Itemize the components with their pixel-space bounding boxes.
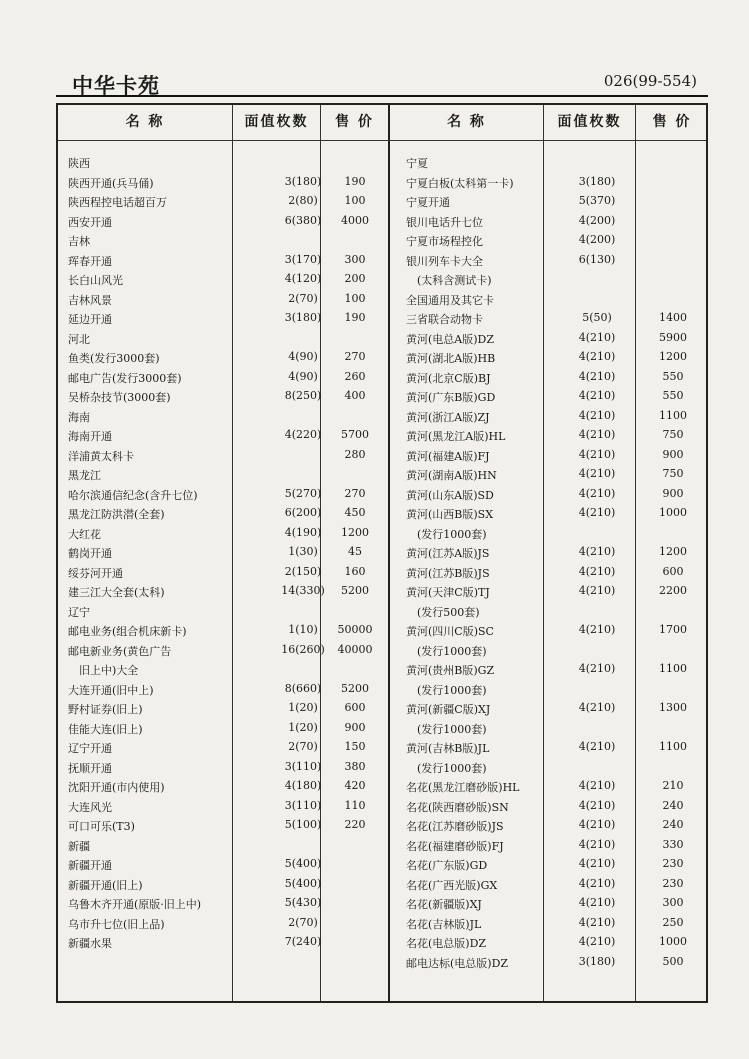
left-item-price: 1200	[341, 525, 369, 539]
table-row	[58, 893, 706, 913]
left-item-price: 900	[344, 720, 366, 734]
table-row	[58, 718, 706, 738]
table-row	[58, 289, 706, 309]
right-item-price: 750	[662, 467, 684, 480]
right-item-qty: 4(210)	[578, 915, 616, 929]
left-item-name: 乌鲁木齐开通(原版·旧上中)	[68, 898, 202, 911]
right-item-name: 黄河(贵州B版)GZ	[406, 664, 495, 677]
left-item-name: 新疆开通	[68, 859, 112, 872]
left-item-name: 大红花	[68, 527, 101, 541]
right-item-price: 300	[662, 896, 684, 909]
right-item-qty: 3(180)	[578, 174, 616, 188]
left-item-name: 大连开通(旧中上)	[68, 683, 154, 697]
right-item-qty: 4(210)	[578, 330, 616, 344]
left-item-name: 吴桥杂技节(3000套)	[68, 391, 171, 404]
left-item-name: 可口可乐(T3)	[68, 820, 135, 833]
left-item-qty: 3(110)	[284, 759, 322, 773]
right-item-name: 黄河(天津C版)TJ	[406, 586, 490, 599]
right-item-price: 900	[662, 447, 684, 461]
right-item-qty: 4(210)	[578, 896, 616, 909]
right-item-qty: 4(210)	[578, 486, 616, 500]
table-row	[58, 406, 706, 426]
right-item-price: 1200	[659, 350, 687, 363]
left-item-name: 建三江大全套(太科)	[68, 586, 165, 599]
left-item-price: 190	[344, 174, 366, 188]
right-item-price: 240	[662, 798, 684, 812]
right-item-qty: 4(210)	[578, 701, 616, 714]
right-item-name: (发行1000套)	[406, 761, 487, 775]
left-item-price: 280	[344, 447, 366, 461]
left-item-price: 50000	[337, 623, 373, 636]
right-item-name: 黄河(江苏A版)JS	[406, 547, 490, 560]
left-item-name: 佳能大连(旧上)	[68, 722, 143, 736]
right-item-name: 黄河(江苏B版)JS	[406, 566, 490, 580]
table-row	[58, 659, 706, 679]
right-item-name: 名花(广西光版)GX	[406, 878, 498, 892]
table-row	[58, 640, 706, 660]
right-item-name: 黄河(湖南A版)HN	[406, 469, 497, 482]
right-item-name: 宁夏开通	[406, 196, 450, 209]
right-item-name: 黄河(吉林B版)JL	[406, 742, 490, 755]
right-item-qty: 4(210)	[578, 779, 616, 792]
left-price-header: 售 价	[335, 114, 374, 130]
table-row	[58, 523, 706, 543]
left-item-name: 抚顺开通	[68, 761, 112, 775]
right-item-qty: 4(210)	[578, 584, 616, 597]
right-item-price: 250	[662, 915, 684, 929]
left-item-price: 110	[344, 798, 366, 812]
right-item-qty: 4(210)	[578, 545, 616, 558]
table-row	[58, 172, 706, 192]
right-item-name: 黄河(山西B版)SX	[406, 508, 494, 521]
left-item-price: 220	[344, 818, 366, 831]
table-row	[58, 854, 706, 874]
left-item-qty: 2(70)	[288, 915, 318, 929]
left-item-name: 陕西	[68, 157, 90, 170]
table-rows	[58, 152, 706, 971]
left-item-name: 洋浦黄太科卡	[68, 449, 134, 463]
table-row	[58, 620, 706, 640]
page-title: 中华卡苑	[72, 74, 160, 98]
left-item-price: 420	[344, 779, 366, 792]
left-item-qty: 5(400)	[284, 876, 322, 890]
table-row	[58, 874, 706, 894]
left-item-price: 270	[344, 350, 366, 363]
right-item-qty: 4(210)	[578, 818, 616, 831]
right-item-price: 550	[662, 389, 684, 402]
left-item-name: 沈阳开通(市内使用)	[68, 781, 165, 794]
table-row	[58, 152, 706, 172]
right-item-qty: 4(210)	[578, 857, 616, 870]
table-row	[58, 425, 706, 445]
right-item-name: 宁夏	[406, 157, 428, 170]
table-row	[58, 542, 706, 562]
left-item-name: 邮电广告(发行3000套)	[68, 371, 182, 385]
right-item-qty: 6(130)	[578, 252, 616, 266]
left-item-price: 450	[344, 506, 366, 519]
right-item-qty: 4(210)	[578, 798, 616, 812]
right-item-name: (发行1000套)	[406, 722, 487, 736]
left-item-name: 河北	[68, 332, 90, 346]
right-item-qty: 4(210)	[578, 740, 616, 753]
right-item-name: 宁夏市场程控化	[406, 235, 483, 248]
table-row	[58, 932, 706, 952]
table-row	[58, 796, 706, 816]
left-item-price: 5700	[341, 428, 369, 441]
left-item-qty: 3(110)	[284, 798, 322, 812]
right-item-name: 银川列车卡大全	[406, 254, 483, 268]
right-item-qty: 4(210)	[578, 506, 616, 519]
left-item-name: 西安开通	[68, 215, 112, 229]
left-item-qty: 6(200)	[284, 506, 322, 519]
left-item-qty: 4(180)	[284, 779, 322, 792]
right-item-name: (发行1000套)	[406, 527, 487, 541]
right-item-price: 1100	[659, 740, 687, 753]
right-item-name: 黄河(浙江A版)ZJ	[406, 410, 490, 424]
left-item-qty: 5(100)	[284, 818, 322, 831]
right-item-price: 1300	[659, 701, 687, 714]
table-row	[58, 562, 706, 582]
left-item-price: 260	[344, 369, 366, 383]
left-item-name: 长白山风光	[68, 274, 123, 287]
table-row	[58, 581, 706, 601]
left-item-price: 190	[344, 311, 366, 324]
right-item-qty: 4(210)	[578, 350, 616, 363]
left-item-name: 鹤岗开通	[68, 547, 112, 560]
left-item-name: 黑龙江防洪潜(全套)	[68, 508, 165, 521]
right-item-name: 黄河(电总A版)DZ	[406, 332, 494, 346]
left-item-qty: 6(380)	[284, 213, 322, 227]
table-row	[58, 952, 706, 972]
right-item-name: 黄河(新疆C版)XJ	[406, 703, 491, 716]
header-underline	[58, 140, 706, 141]
left-qty-header: 面值枚数	[244, 114, 309, 130]
table-row	[58, 464, 706, 484]
right-item-name: 名花(陕西磨砂版)SN	[406, 800, 509, 814]
right-item-price: 900	[662, 486, 684, 500]
price-table	[56, 103, 708, 1003]
right-item-name: 名花(电总版)DZ	[406, 937, 487, 950]
right-item-price: 230	[662, 857, 684, 870]
right-item-qty: 4(210)	[578, 935, 616, 948]
right-item-qty: 4(210)	[578, 662, 616, 675]
left-item-name: 吉林风景	[68, 293, 112, 307]
left-item-qty: 4(190)	[284, 525, 322, 539]
left-name-header: 名 称	[125, 114, 165, 130]
left-item-qty: 5(400)	[284, 857, 322, 870]
left-item-name: 邮电业务(组合机床新卡)	[68, 625, 187, 638]
left-item-qty: 2(70)	[288, 291, 318, 305]
right-item-qty: 5(50)	[582, 311, 612, 324]
table-row	[58, 679, 706, 699]
right-item-price: 1700	[659, 623, 687, 636]
right-item-name: 名花(吉林版)JL	[406, 917, 482, 931]
left-item-name: 陕西开通(兵马俑)	[68, 176, 154, 190]
left-item-price: 40000	[337, 642, 373, 656]
right-item-name: 名花(新疆版)XJ	[406, 898, 482, 911]
left-item-name: 延边开通	[68, 313, 112, 326]
right-item-qty: 4(210)	[578, 564, 616, 578]
right-item-qty: 4(210)	[578, 447, 616, 461]
right-item-price: 550	[662, 369, 684, 383]
left-item-price: 100	[344, 291, 366, 305]
right-item-price: 1100	[659, 662, 687, 675]
right-item-qty: 4(210)	[578, 876, 616, 890]
right-name-header: 名 称	[447, 114, 486, 130]
left-item-name: 旧上中)大全	[68, 664, 139, 677]
left-item-qty: 3(170)	[284, 252, 322, 266]
left-item-qty: 4(220)	[284, 428, 322, 441]
left-item-name: 吉林	[68, 235, 90, 248]
left-item-qty: 4(120)	[284, 272, 322, 285]
left-item-qty: 2(70)	[288, 740, 318, 753]
table-row	[58, 601, 706, 621]
left-item-price: 200	[344, 272, 366, 285]
right-item-qty: 4(210)	[578, 369, 616, 383]
right-item-price: 240	[662, 818, 684, 831]
right-item-price: 210	[662, 779, 684, 792]
right-item-name: 名花(福建磨砂版)FJ	[406, 839, 504, 853]
table-row	[58, 230, 706, 250]
left-item-name: 黑龙江	[68, 469, 101, 482]
right-item-qty: 4(210)	[578, 467, 616, 480]
left-item-qty: 4(90)	[288, 350, 318, 363]
right-item-name: 黄河(广东B版)GD	[406, 391, 496, 404]
left-item-name: 新疆	[68, 839, 90, 853]
left-item-qty: 2(80)	[288, 194, 318, 207]
table-row	[58, 757, 706, 777]
right-item-name: 全国通用及其它卡	[406, 293, 494, 307]
left-item-name: 乌市升七位(旧上品)	[68, 917, 165, 931]
left-item-name: 珲春开通	[68, 254, 112, 268]
right-item-price: 5900	[659, 330, 687, 344]
left-item-name: 陕西程控电话超百万	[68, 196, 167, 209]
left-item-price: 300	[344, 252, 366, 266]
left-item-price: 270	[344, 486, 366, 500]
table-row	[58, 835, 706, 855]
left-item-qty: 8(660)	[284, 681, 322, 695]
left-item-price: 400	[344, 389, 366, 402]
table-row	[58, 347, 706, 367]
left-item-qty: 3(180)	[284, 311, 322, 324]
right-price-header: 售 价	[652, 114, 692, 130]
table-row	[58, 328, 706, 348]
left-item-qty: 3(180)	[284, 174, 322, 188]
right-item-qty: 3(180)	[578, 954, 616, 968]
left-item-name: 辽宁	[68, 605, 90, 619]
left-item-qty: 5(430)	[284, 896, 322, 909]
right-item-name: 邮电达标(电总版)DZ	[406, 956, 509, 970]
left-item-price: 4000	[341, 213, 369, 227]
right-item-price: 1000	[659, 935, 687, 948]
right-item-price: 750	[662, 428, 684, 441]
left-item-qty: 1(20)	[288, 701, 318, 714]
right-item-name: 黄河(福建A版)FJ	[406, 449, 490, 463]
left-item-price: 5200	[341, 681, 369, 695]
left-item-name: 邮电新业务(黄色广告	[68, 644, 172, 658]
right-item-qty: 4(210)	[578, 837, 616, 851]
right-item-name: (发行1000套)	[406, 644, 487, 658]
table-row	[58, 503, 706, 523]
left-item-name: 海南	[68, 410, 90, 424]
right-item-qty: 4(200)	[578, 233, 616, 246]
header-rule	[56, 95, 708, 97]
right-item-name: 名花(江苏磨砂版)JS	[406, 820, 504, 833]
left-item-price: 45	[348, 545, 362, 558]
right-item-price: 230	[662, 876, 684, 890]
right-item-name: 宁夏白板(太科第一卡)	[406, 176, 514, 190]
table-row	[58, 269, 706, 289]
table-row	[58, 191, 706, 211]
table-row	[58, 250, 706, 270]
table-row	[58, 367, 706, 387]
table-row	[58, 737, 706, 757]
right-item-name: 黄河(北京C版)BJ	[406, 371, 491, 385]
left-item-qty: 7(240)	[284, 935, 322, 948]
table-row	[58, 913, 706, 933]
right-item-price: 2200	[659, 584, 687, 597]
left-item-price: 5200	[341, 584, 369, 597]
right-item-price: 1200	[659, 545, 687, 558]
right-item-qty: 4(210)	[578, 623, 616, 636]
left-item-name: 大连风光	[68, 800, 112, 814]
table-row	[58, 445, 706, 465]
right-item-name: 黄河(山东A版)SD	[406, 488, 494, 502]
right-item-name: 黄河(湖北A版)HB	[406, 352, 496, 365]
right-item-price: 1000	[659, 506, 687, 519]
table-row	[58, 698, 706, 718]
left-item-price: 160	[344, 564, 366, 578]
right-item-name: 黄河(四川C版)SC	[406, 625, 494, 638]
left-item-qty: 14(330)	[281, 584, 325, 597]
left-item-name: 鱼类(发行3000套)	[68, 352, 160, 365]
table-row	[58, 308, 706, 328]
right-item-name: 三省联合动物卡	[406, 313, 483, 326]
right-item-name: 黄河(黑龙江A版)HL	[406, 430, 506, 443]
table-row	[58, 815, 706, 835]
left-item-price: 150	[344, 740, 366, 753]
right-item-name: 名花(黑龙江磨砂版)HL	[406, 781, 520, 794]
left-item-qty: 4(90)	[288, 369, 318, 383]
left-item-name: 辽宁开通	[68, 742, 112, 755]
left-item-name: 绥芬河开通	[68, 566, 123, 580]
right-item-price: 1100	[659, 408, 687, 422]
right-item-price: 330	[662, 837, 684, 851]
left-item-qty: 16(260)	[281, 642, 325, 656]
left-item-name: 新疆水果	[68, 937, 112, 950]
left-item-name: 新疆开通(旧上)	[68, 878, 143, 892]
right-item-qty: 4(210)	[578, 408, 616, 422]
left-item-name: 海南开通	[68, 430, 112, 443]
right-item-name: (发行1000套)	[406, 683, 487, 697]
right-item-qty: 4(200)	[578, 213, 616, 227]
right-item-price: 600	[662, 564, 684, 578]
left-item-qty: 2(150)	[284, 564, 322, 578]
page-code: 026(99-554)	[603, 72, 697, 90]
left-item-qty: 8(250)	[284, 389, 322, 402]
right-item-price: 500	[662, 954, 684, 968]
left-item-qty: 1(20)	[288, 720, 318, 734]
left-item-price: 380	[344, 759, 366, 773]
left-item-qty: 1(10)	[288, 623, 318, 636]
left-item-qty: 5(270)	[284, 486, 322, 500]
table-row	[58, 211, 706, 231]
left-item-name: 哈尔滨通信纪念(含升七位)	[68, 488, 198, 502]
right-item-name: (太科含测试卡)	[406, 274, 492, 287]
left-item-price: 600	[344, 701, 366, 714]
right-qty-header: 面值枚数	[557, 114, 622, 130]
table-row	[58, 776, 706, 796]
right-item-name: 银川电话升七位	[406, 215, 483, 229]
left-item-qty: 1(30)	[288, 545, 318, 558]
left-item-price: 100	[344, 194, 366, 207]
table-row	[58, 386, 706, 406]
left-item-name: 野村证券(旧上)	[68, 703, 143, 716]
table-row	[58, 484, 706, 504]
right-item-price: 1400	[659, 311, 687, 324]
right-item-name: (发行500套)	[406, 605, 480, 619]
right-item-qty: 5(370)	[578, 194, 616, 207]
right-item-qty: 4(210)	[578, 428, 616, 441]
right-item-qty: 4(210)	[578, 389, 616, 402]
right-item-name: 名花(广东版)GD	[406, 859, 488, 872]
